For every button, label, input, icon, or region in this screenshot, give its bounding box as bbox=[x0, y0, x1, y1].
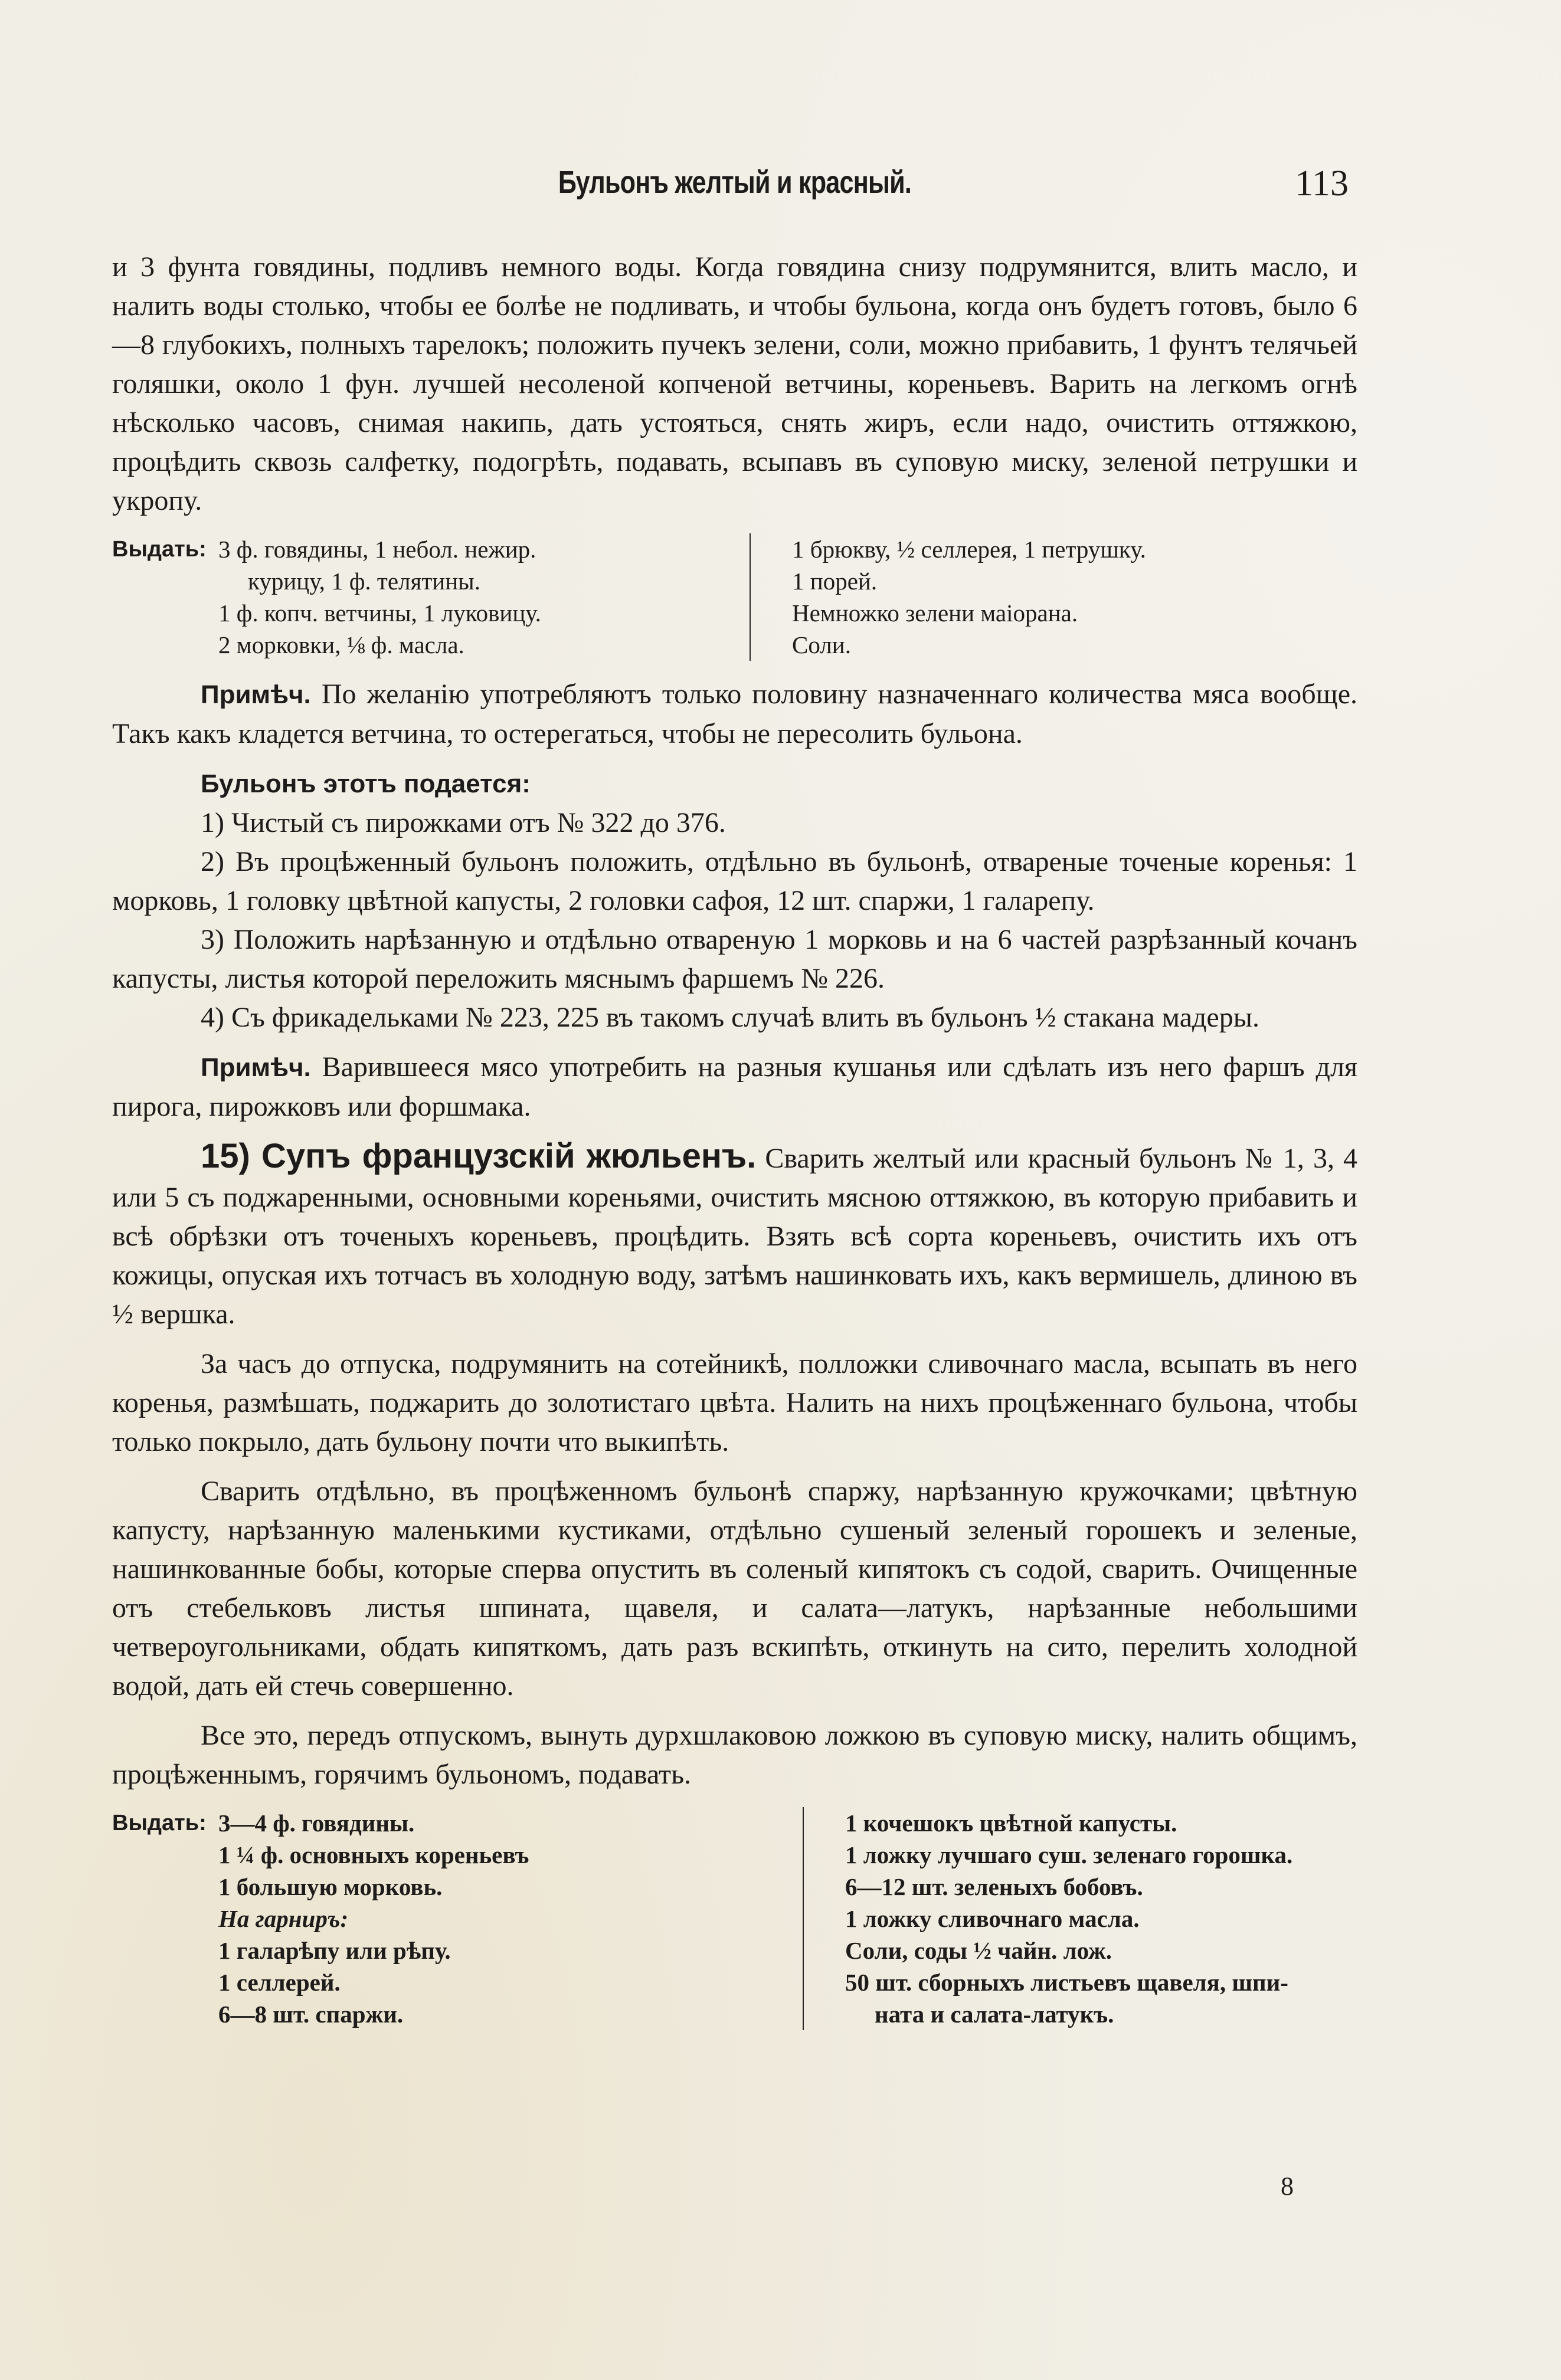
page-number: 113 bbox=[1295, 163, 1349, 204]
ingredient-line: 2 морковки, ⅛ ф. масла. bbox=[218, 631, 464, 658]
ingredient-line: 1 ложку лучшаго суш. зеленаго горошка. bbox=[845, 1841, 1293, 1868]
note-text: Варившееся мясо употребить на разныя кушанья или сдѣлать изъ него фаршъ для пирога, пирожковъ или форшмака. bbox=[112, 1051, 1357, 1122]
column-divider bbox=[803, 1807, 804, 2030]
ingredient-line: Соли, соды ½ чайн. лож. bbox=[845, 1937, 1112, 1964]
ingredients-column-right bbox=[845, 1807, 1357, 2030]
ingredient-line: 1 галарѣпу или рѣпу. bbox=[218, 1937, 451, 1964]
ingredient-line: 6—12 шт. зеленыхъ бобовъ. bbox=[845, 1873, 1143, 1900]
recipe-paragraph bbox=[112, 1137, 1357, 1334]
garnish-subheading: На гарниръ: bbox=[218, 1905, 349, 1932]
ingredient-line: 1 кочешокъ цвѣтной капусты. bbox=[845, 1809, 1177, 1837]
served-item: 2) Въ процѣженный бульонъ положить, отдѣльно въ бульонѣ, отвареные точеные коренья: 1 морковь, 1 головку цвѣтной капусты, 2 головки сафоя, 12 шт. спаржи, 1 галарепу. bbox=[112, 846, 1357, 916]
ingredient-line: 1 большую морковь. bbox=[218, 1873, 443, 1900]
served-item: 4) Съ фрикадельками № 223, 225 въ такомъ случаѣ влить въ бульонъ ½ стакана мадеры. bbox=[201, 1002, 1259, 1033]
page-header bbox=[112, 164, 1357, 205]
paragraph-broth-method: и 3 фунта говядины, подливъ немного воды. Когда говядина снизу подрумянится, влить масло, и налить воды столько, чтобы ее болѣе не подливать, и чтобы бульона, когда онъ будетъ готовъ, было 6—8 глубокихъ, полныхъ тарелокъ; положить пучекъ зелени, соли, можно прибавить, 1 фунтъ телячьей голяшки, около 1 фун. лучшей несоленой копченой ветчины, кореньевъ. Варить на легкомъ огнѣ нѣсколько часовъ, снимая накипь, дать устояться, снять жиръ, если надо, очистить оттяжкою, процѣдить сквозь салфетку, подогрѣть, подавать, всыпавъ въ суповую миску, зеленой петрушки и укропу. bbox=[112, 251, 1357, 516]
ingredient-line: 1 порей. bbox=[792, 568, 878, 595]
column-divider bbox=[750, 533, 751, 661]
note-lead: Примѣч. bbox=[201, 1053, 311, 1082]
ingredient-line: курицу, 1 ф. телятины. bbox=[248, 568, 480, 595]
ingredient-line: 3 ф. говядины, 1 небол. нежир. bbox=[218, 536, 536, 563]
served-item: 1) Чистый съ пирожками отъ № 322 до 376. bbox=[201, 807, 726, 838]
ingredients-list-julienne bbox=[112, 1807, 1357, 2030]
recipe-paragraph: Сварить отдѣльно, въ процѣженномъ бульонѣ спаржу, нарѣзанную кружочками; цвѣтную капусту, нарѣзанную маленькими кустиками, отдѣльно сушеный зеленый горошекъ и зеленые, нашинкованные бобы, которые сперва опустить въ соленый кипятокъ съ содой, сварить. Очищенные отъ стебельковъ листья шпината, щавеля, и салата—латукъ, нарѣзанные небольшими четвероугольниками, обдать кипяткомъ, дать разъ вскипѣть, откинуть на сито, перелить холодной водой, дать ей стечь совершенно. bbox=[112, 1476, 1357, 1702]
page-body bbox=[112, 248, 1357, 2044]
note-paragraph bbox=[112, 675, 1357, 753]
ingredients-label: Выдать: bbox=[112, 537, 207, 562]
ingredient-line: 3—4 ф. говядины. bbox=[218, 1809, 415, 1837]
ingredient-line: Немножко зелени маiорана. bbox=[792, 599, 1078, 627]
running-title: Бульонъ желтый и красный. bbox=[558, 165, 912, 200]
served-item: 3) Положить нарѣзанную и отдѣльно отвареную 1 морковь и на 6 частей разрѣзанный кочанъ капусты, листья которой переложить мяснымъ фаршемъ № 226. bbox=[112, 924, 1357, 994]
ingredient-line: 1 брюкву, ½ селлерея, 1 петрушку. bbox=[792, 536, 1146, 563]
recipe-text: Сварить желтый или красный бульонъ № 1, 3, 4 или 5 съ поджаренными, основными кореньями, очистить мясною оттяжкою, въ которую прибавить и всѣ обрѣзки отъ точеныхъ кореньевъ, процѣдить. Взять всѣ сорта кореньевъ, очистить ихъ отъ кожицы, опуская ихъ тотчасъ въ холодную воду, затѣмъ нашинковать ихъ, какъ вермишель, длиною въ ½ вершка. bbox=[112, 1143, 1358, 1330]
ingredient-line: ната и салата-латукъ. bbox=[875, 2001, 1114, 2028]
served-heading-text: Бульонъ этотъ подается: bbox=[201, 769, 531, 798]
ingredient-line: 50 шт. сборныхъ листьевъ щавеля, шпи- bbox=[845, 1969, 1288, 1996]
ingredients-column-left bbox=[218, 533, 738, 661]
ingredient-line: 1 ложку сливочнаго масла. bbox=[845, 1905, 1140, 1932]
ingredient-line: Соли. bbox=[792, 631, 851, 658]
recipe-paragraph: Все это, передъ отпускомъ, вынуть дурхшлаковою ложкою въ суповую миску, налить общимъ, процѣженнымъ, горячимъ бульономъ, подавать. bbox=[112, 1720, 1357, 1790]
ingredient-line: 6—8 шт. спаржи. bbox=[218, 2001, 404, 2028]
ingredients-column-left bbox=[218, 1807, 726, 2030]
note-text: По желанiю употребляютъ только половину назначеннаго количества мяса вообще. Такъ какъ кладется ветчина, то остерегаться, чтобы не пересолить бульона. bbox=[112, 678, 1357, 749]
recipe-heading: 15) Супъ французскiй жюльенъ. bbox=[201, 1137, 757, 1175]
ingredients-label: Выдать: bbox=[112, 1811, 207, 1835]
served-heading bbox=[112, 764, 1357, 804]
ingredients-list-broth bbox=[112, 533, 1357, 661]
note-lead: Примѣч. bbox=[201, 680, 311, 709]
recipe-paragraph: За часъ до отпуска, подрумянить на сотейникѣ, полложки сливочнаго масла, всыпать въ него коренья, размѣшать, поджарить до золотистаго цвѣта. Налить на нихъ процѣженнаго бульона, чтобы только покрыло, дать бульону почти что выкипѣть. bbox=[112, 1348, 1357, 1457]
ingredient-line: 1 селлерей. bbox=[218, 1969, 341, 1996]
ingredient-line: 1 ¼ ф. основныхъ кореньевъ bbox=[218, 1841, 529, 1868]
ingredient-line: 1 ф. копч. ветчины, 1 луковицу. bbox=[218, 599, 541, 627]
ingredients-column-right bbox=[792, 533, 1357, 661]
note-paragraph bbox=[112, 1048, 1357, 1126]
signature-mark: 8 bbox=[1281, 2172, 1294, 2201]
